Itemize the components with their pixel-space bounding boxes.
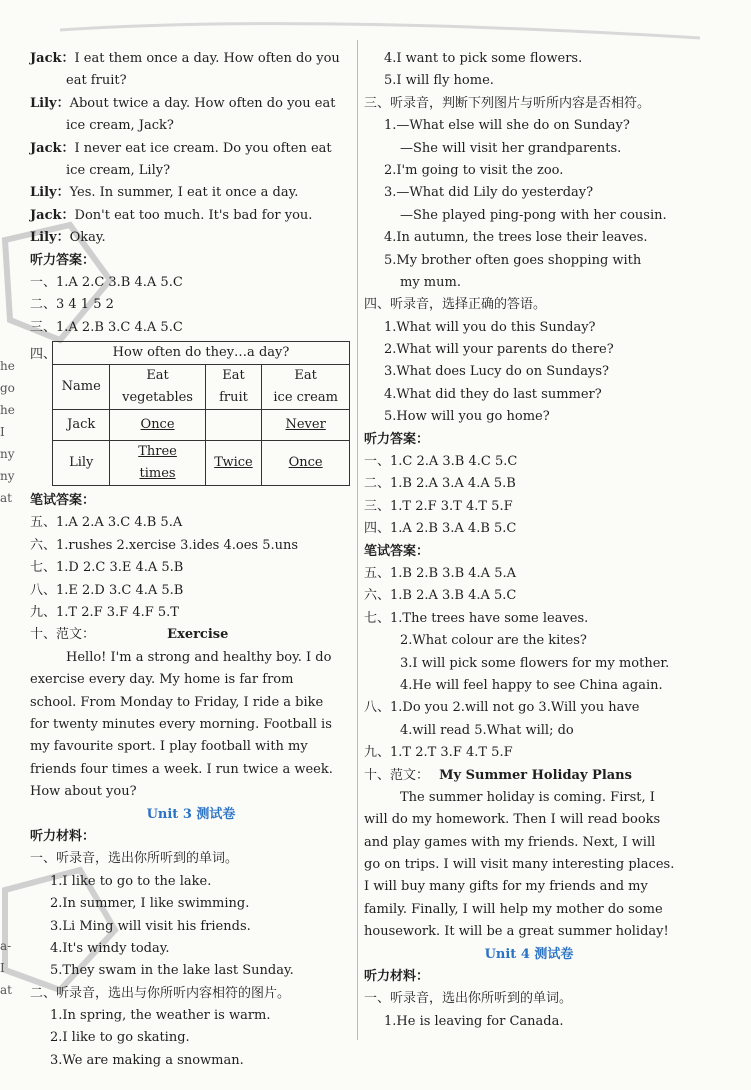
edge-fragment: I [0, 425, 5, 439]
question-item: 1.I like to go to the lake. [50, 873, 212, 889]
question-item: 4.I want to pick some flowers. [384, 51, 583, 66]
answer-row: 三、1.T 2.F 3.T 4.T 5.F [364, 498, 513, 514]
section-label: 四、 [30, 347, 57, 363]
table-cell: Once [262, 441, 350, 486]
table-title: How often do they…a day? [53, 342, 350, 365]
dialogue-line: Jack：Don't eat too much. It's bad for you. [30, 207, 313, 223]
table-header: Eat vegetables [110, 365, 205, 410]
answer-row: 五、1.A 2.A 3.C 4.B 5.A [30, 515, 183, 531]
question-item: 5.I will fly home. [384, 73, 494, 89]
frequency-table-block [30, 341, 352, 486]
table-cell: Once [110, 410, 205, 441]
dialogue-line: ice cream, Jack? [66, 118, 174, 134]
essay-line: family. Finally, I will help my mother do some [364, 901, 663, 917]
answer-row: 七、1.D 2.C 3.E 4.A 5.B [30, 560, 184, 576]
essay-line: housework. It will be a great summer holiday! [364, 924, 669, 940]
answer-row: 二、1.B 2.A 3.A 4.A 5.B [364, 476, 516, 492]
section-instruction: 二、听录音，选出与你所听内容相符的图片。 [30, 985, 291, 1001]
essay-line: school. From Monday to Friday, I ride a bike [30, 694, 324, 710]
section-instruction: 三、听录音，判断下列图片与听所内容是否相符。 [364, 95, 651, 111]
answer-row: 七、1.The trees have some leaves. [364, 610, 589, 626]
essay-title: My Summer Holiday Plans [439, 767, 632, 783]
section-instruction: 四、听录音，选择正确的答语。 [364, 297, 547, 313]
question-item: 1.—What else will she do on Sunday? [384, 118, 630, 134]
page-edge-fragments [0, 355, 18, 509]
written-answers-heading: 笔试答案： [364, 543, 430, 559]
table-cell: Never [262, 410, 350, 441]
question-item: —She will visit her grandparents. [400, 140, 622, 156]
essay-line: will do my homework. Then I will read books [364, 812, 661, 828]
question-item: 5.They swam in the lake last Sunday. [50, 963, 294, 979]
dialogue-line: ice cream, Lily? [66, 162, 171, 178]
question-item: 1.What will you do this Sunday? [384, 319, 596, 335]
essay-label: 十、范文： [30, 627, 96, 643]
question-item: 1.In spring, the weather is warm. [50, 1008, 271, 1024]
essay-body [364, 787, 694, 944]
page-edge-fragments-lower [0, 935, 18, 1001]
question-item: 3.What does Lucy do on Sundays? [384, 364, 609, 380]
essay-line: exercise every day. My home is far from [30, 672, 294, 688]
table-header: Name [53, 365, 110, 410]
answer-row: 六、1.B 2.A 3.B 4.A 5.C [364, 588, 517, 604]
answer-row: 八、1.Do you 2.will not go 3.Will you have [364, 700, 640, 716]
dialogue-line: Lily：Okay. [30, 230, 106, 246]
table-cell: Twice [205, 441, 262, 486]
question-item: 2.What will your parents do there? [384, 342, 614, 358]
table-cell: Lily [53, 441, 110, 486]
answer-row: 九、1.T 2.F 3.F 4.F 5.T [30, 605, 179, 621]
essay-title: Exercise [167, 627, 229, 643]
dialogue-line: Lily：About twice a day. How often do you eat [30, 95, 336, 111]
left-column [30, 48, 352, 1072]
answer-row: 三、1.A 2.B 3.C 4.A 5.C [30, 319, 183, 335]
edge-fragment: he [0, 359, 15, 373]
question-item: 2.I like to go skating. [50, 1030, 190, 1046]
listening-material-heading: 听力材料： [364, 969, 430, 985]
edge-fragment: ny [0, 469, 15, 483]
listen-answers-heading: 听力答案： [364, 431, 430, 447]
question-item: 5.How will you go home? [384, 409, 550, 425]
essay-line: for twenty minutes every morning. Football is [30, 716, 332, 732]
answer-row: 一、1.C 2.A 3.B 4.C 5.C [364, 454, 518, 470]
frequency-table [52, 341, 350, 486]
table-cell [205, 410, 262, 441]
listen-answers-heading: 听力答案： [30, 252, 96, 268]
table-header: Eat fruit [205, 365, 262, 410]
essay-line: my favourite sport. I play football with my [30, 739, 308, 755]
essay-line: friends four times a week. I run twice a week. [30, 761, 333, 777]
essay-line: The summer holiday is coming. First, I [400, 789, 655, 805]
question-item: 2.In summer, I like swimming. [50, 896, 250, 912]
essay-heading [30, 624, 352, 646]
answer-row: 一、1.A 2.C 3.B 4.A 5.C [30, 274, 183, 290]
essay-line: go on trips. I will visit many interesting places. [364, 857, 675, 873]
table-cell: Jack [53, 410, 110, 441]
listening-material-heading: 听力材料： [30, 828, 96, 844]
section-instruction: 一、听录音，选出你所听到的单词。 [30, 851, 239, 867]
question-item: —She played ping-pong with her cousin. [400, 207, 667, 223]
essay-line: Hello! I'm a strong and healthy boy. I do [66, 649, 332, 665]
edge-fragment: at [0, 983, 12, 997]
question-item: 3.We are making a snowman. [50, 1052, 244, 1068]
answer-row: 六、1.rushes 2.xercise 3.ides 4.oes 5.uns [30, 537, 299, 553]
right-column [364, 48, 694, 1033]
edge-fragment: I [0, 961, 5, 975]
column-divider [357, 40, 358, 1040]
answer-row: 五、1.B 2.B 3.B 4.A 5.A [364, 565, 516, 581]
answer-row: 2.What colour are the kites? [400, 633, 587, 649]
unit4-title: Unit 4 测试卷 [484, 946, 574, 962]
essay-line: I will buy many gifts for my friends and my [364, 879, 648, 895]
essay-line: and play games with my friends. Next, I will [364, 834, 656, 850]
section-instruction: 一、听录音，选出你所听到的单词。 [364, 991, 573, 1007]
dialogue [30, 48, 352, 250]
essay-label: 十、范文： [364, 767, 430, 783]
essay-heading [364, 765, 694, 787]
edge-fragment: at [0, 491, 12, 505]
answer-row: 3.I will pick some flowers for my mother. [400, 655, 670, 671]
question-item: 3.—What did Lily do yesterday? [384, 185, 594, 201]
edge-fragment: he [0, 403, 15, 417]
question-item: 2.I'm going to visit the zoo. [384, 162, 564, 178]
answer-row: 九、1.T 2.T 3.F 4.T 5.F [364, 745, 513, 761]
essay-line: How about you? [30, 784, 137, 800]
question-item: 1.He is leaving for Canada. [384, 1013, 564, 1029]
edge-fragment: go [0, 381, 15, 395]
question-item: 3.Li Ming will visit his friends. [50, 918, 251, 934]
edge-fragment: ny [0, 447, 15, 461]
dialogue-line: eat fruit? [66, 73, 127, 89]
question-item: my mum. [400, 274, 461, 290]
question-item: 4.In autumn, the trees lose their leaves. [384, 230, 648, 246]
question-item: 4.It's windy today. [50, 940, 170, 956]
table-cell: Three times [110, 441, 205, 486]
table-header: Eat ice cream [262, 365, 350, 410]
essay-body [30, 647, 352, 804]
edge-fragment: a- [0, 939, 12, 953]
question-item: 5.My brother often goes shopping with [384, 252, 642, 268]
question-item: 4.What did they do last summer? [384, 386, 602, 402]
dialogue-line: Lily：Yes. In summer, I eat it once a day. [30, 185, 299, 201]
scan-watermark-top [0, 0, 751, 48]
dialogue-line: Jack：I never eat ice cream. Do you often eat [30, 140, 332, 156]
dialogue-line: Jack：I eat them once a day. How often do you [30, 51, 340, 66]
answer-row: 二、3 4 1 5 2 [30, 297, 114, 313]
written-answers-heading: 笔试答案： [30, 493, 96, 509]
answer-row: 八、1.E 2.D 3.C 4.A 5.B [30, 582, 184, 598]
answer-row: 4.will read 5.What will; do [400, 722, 574, 738]
unit3-title: Unit 3 测试卷 [146, 806, 236, 822]
answer-row: 四、1.A 2.B 3.A 4.B 5.C [364, 521, 517, 537]
answer-row: 4.He will feel happy to see China again. [400, 677, 663, 693]
